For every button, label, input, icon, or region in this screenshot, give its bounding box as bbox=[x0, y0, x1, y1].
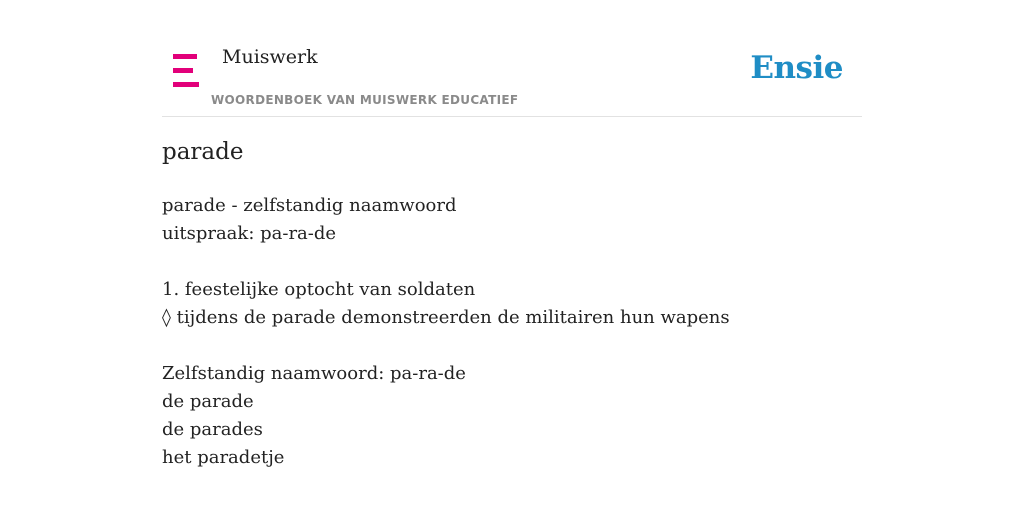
entry-heading-line: parade - zelfstandig naamwoord bbox=[162, 195, 457, 216]
logo-bar bbox=[173, 54, 197, 59]
source-subtitle: WOORDENBOEK VAN MUISWERK EDUCATIEF bbox=[211, 93, 519, 107]
site-header bbox=[162, 0, 862, 117]
page bbox=[162, 0, 862, 512]
source-name[interactable]: Muiswerk bbox=[222, 46, 318, 68]
ensie-logo[interactable]: Ensie bbox=[750, 50, 843, 86]
muiswerk-logo-icon[interactable] bbox=[173, 54, 199, 88]
logo-bar bbox=[173, 82, 199, 87]
page-title: parade bbox=[162, 139, 244, 165]
form-singular: de parade bbox=[162, 391, 254, 412]
meaning-example: ◊ tijdens de parade demonstreerden de militairen hun wapens bbox=[162, 307, 730, 328]
spacer bbox=[162, 332, 862, 360]
form-plural: de parades bbox=[162, 419, 263, 440]
forms-heading: Zelfstandig naamwoord: pa-ra-de bbox=[162, 363, 466, 384]
form-diminutive: het paradetje bbox=[162, 447, 285, 468]
logo-bar bbox=[173, 68, 193, 73]
pronunciation: uitspraak: pa-ra-de bbox=[162, 223, 337, 244]
definition-body bbox=[162, 192, 862, 472]
spacer bbox=[162, 248, 862, 276]
meaning-definition: 1. feestelijke optocht van soldaten bbox=[162, 279, 476, 300]
